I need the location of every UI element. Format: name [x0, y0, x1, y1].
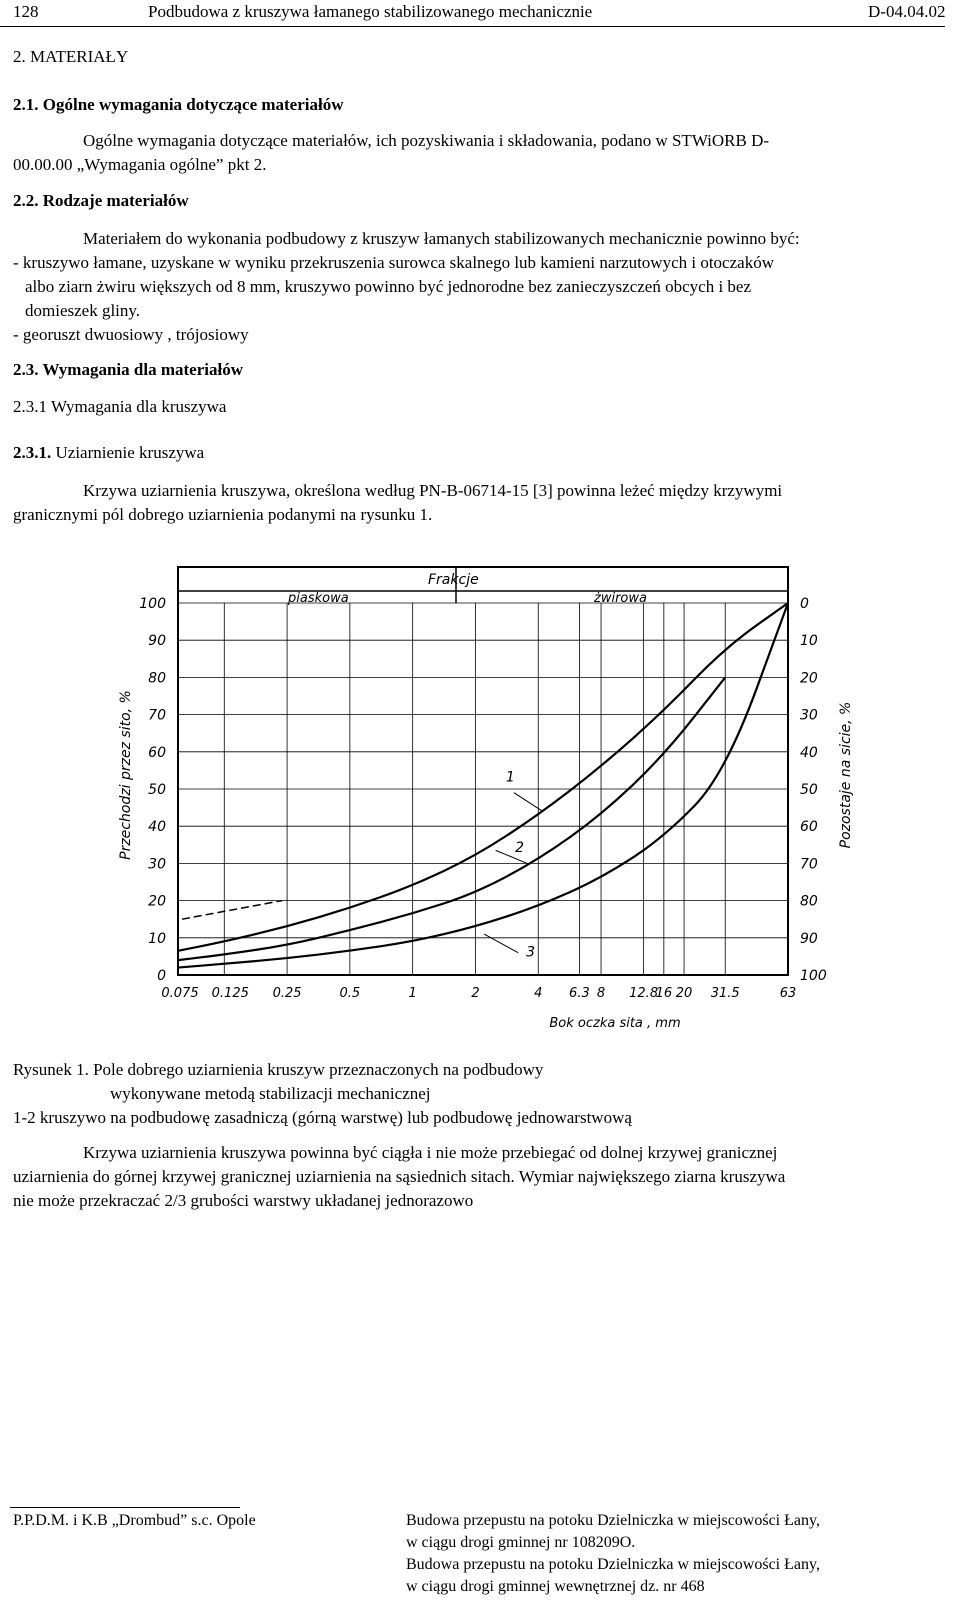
x-tick-label: 1 — [408, 986, 417, 1001]
y-axis-left-title: Przechodzi przez sito, % — [118, 690, 134, 860]
x-tick-label: 0.5 — [339, 986, 361, 1001]
list-item-continuation: domieszek gliny. — [25, 301, 141, 320]
plot-frame — [178, 567, 788, 975]
y-axis-left-labels — [139, 596, 166, 984]
paragraph-line: uziarnienia do górnej krzywej granicznej uziarnienia na sąsiednich sitach. Wymiar największego ziarna kruszywa — [13, 1167, 786, 1186]
y-right-tick-label: 30 — [800, 707, 818, 724]
paragraph-line: nie może przekraczać 2/3 grubości warstwy układanej jednorazowo — [13, 1191, 474, 1210]
footer-project-line: Budowa przepustu na potoku Dzielniczka w miejscowości Łany, — [406, 1556, 820, 1573]
y-right-tick-label: 40 — [800, 744, 818, 761]
y-right-tick-label: 10 — [800, 633, 818, 650]
page-number: 128 — [13, 2, 39, 21]
y-tick-label: 100 — [139, 596, 166, 612]
y-axis-right-labels — [800, 596, 827, 984]
figure-caption-continuation: wykonywane metodą stabilizacji mechanicznej — [110, 1084, 431, 1103]
curve-extension-dashed — [182, 901, 282, 920]
paragraph-line: granicznymi pól dobrego uziarnienia podanymi na rysunku 1. — [13, 505, 433, 524]
footer-project-line: w ciągu drogi gminnej nr 108209O. — [406, 1534, 636, 1551]
curve-label: 1 — [505, 769, 515, 786]
y-tick-label: 20 — [148, 893, 166, 910]
x-tick-label: 31.5 — [710, 986, 740, 1001]
x-tick-label: 0.25 — [272, 986, 302, 1001]
x-tick-label: 12.8 — [629, 986, 659, 1001]
heading-title: Uziarnienie kruszywa — [51, 443, 205, 462]
figure-legend: 1-2 kruszywo na podbudowę zasadniczą (górną warstwę) lub podbudowę jednowarstwową — [13, 1108, 632, 1127]
y-right-tick-label: 50 — [800, 782, 818, 798]
y-tick-label: 70 — [148, 707, 166, 724]
list-item-continuation: albo ziarn żwiru większych od 8 mm, kruszywo powinno być jednorodne bez zanieczyszczeń obcych i bez — [25, 277, 752, 296]
x-tick-label: 16 — [655, 986, 673, 1001]
list-item: - georuszt dwuosiowy , trójosiowy — [13, 325, 249, 344]
y-axis-right-title: Pozostaje na sicie, % — [838, 701, 854, 849]
y-tick-label: 80 — [148, 670, 166, 687]
paragraph-line: Materiałem do wykonania podbudowy z kruszyw łamanych stabilizowanych mechanicznie powinno być: — [83, 229, 800, 248]
y-tick-label: 40 — [148, 819, 166, 836]
y-tick-label: 90 — [148, 633, 166, 650]
x-tick-label: 63 — [779, 986, 797, 1001]
y-right-tick-label: 100 — [800, 968, 827, 984]
fraction-label-gravel: żwirowa — [594, 591, 647, 606]
footer-company: P.P.D.M. i K.B „Drombud” s.c. Opole — [13, 1512, 256, 1529]
curve-label: 3 — [526, 944, 536, 961]
y-tick-label: 10 — [148, 930, 166, 947]
footer-project-line: Budowa przepustu na potoku Dzielniczka w miejscowości Łany, — [406, 1512, 820, 1529]
y-right-tick-label: 60 — [800, 819, 818, 836]
y-tick-label: 30 — [148, 856, 166, 873]
curve-labels — [484, 770, 543, 961]
x-tick-label: 8 — [596, 986, 606, 1001]
x-tick-label: 4 — [534, 986, 543, 1001]
chart-title: Frakcje — [428, 572, 479, 588]
y-right-tick-label: 70 — [800, 856, 818, 873]
header-title: Podbudowa z kruszywa łamanego stabilizowanego mechanicznie — [148, 2, 593, 21]
curve-1 — [178, 603, 788, 951]
y-right-tick-label: 80 — [800, 893, 818, 910]
subsection-heading: 2.2. Rodzaje materiałów — [13, 191, 189, 210]
x-tick-label: 20 — [675, 986, 693, 1001]
x-axis-title: Bok oczka sita , mm — [549, 1016, 681, 1031]
x-tick-label: 2 — [471, 986, 480, 1001]
section-heading: 2. MATERIAŁY — [13, 47, 129, 66]
grain-size-chart — [110, 555, 870, 1045]
figure-caption: Rysunek 1. Pole dobrego uziarnienia kruszyw przeznaczonych na podbudowy — [13, 1060, 544, 1079]
footer-project-line: w ciągu drogi gminnej wewnętrznej dz. nr 468 — [406, 1578, 705, 1595]
y-right-tick-label: 0 — [800, 596, 809, 612]
y-tick-label: 0 — [157, 968, 166, 984]
subsection-heading — [13, 443, 204, 463]
subsection-heading: 2.3.1 Wymagania dla kruszywa — [13, 397, 227, 416]
list-item: - kruszywo łamane, uzyskane w wyniku przekruszenia surowca skalnego lub kamieni narzutowych i otoczaków — [13, 253, 774, 272]
paragraph-line: Krzywa uziarnienia kruszywa, określona według PN-B-06714-15 [3] powinna leżeć między krzywymi — [83, 481, 783, 500]
curve-label: 2 — [515, 840, 525, 857]
chart-grid — [178, 603, 788, 975]
paragraph-line: Krzywa uziarnienia kruszywa powinna być ciągła i nie może przebiegać od dolnej krzywej granicznej — [83, 1143, 778, 1162]
header-code: D-04.04.02 — [868, 2, 946, 21]
heading-number: 2.3.1. — [13, 443, 52, 462]
subsection-heading: 2.3. Wymagania dla materiałów — [13, 360, 243, 379]
fraction-label-sand: piaskowa — [288, 591, 349, 606]
x-tick-label: 0.075 — [161, 986, 199, 1001]
y-tick-label: 50 — [148, 782, 166, 798]
footer-rule — [10, 1507, 240, 1508]
subsection-heading: 2.1. Ogólne wymagania dotyczące materiałów — [13, 95, 344, 114]
curve-2 — [178, 677, 725, 960]
paragraph-line: Ogólne wymagania dotyczące materiałów, ich pozyskiwania i składowania, podano w STWiORB D- — [83, 131, 770, 150]
y-tick-label: 60 — [148, 744, 166, 761]
y-right-tick-label: 90 — [800, 930, 818, 947]
paragraph-line: 00.00.00 „Wymagania ogólne” pkt 2. — [13, 155, 267, 174]
x-tick-label: 6.3 — [569, 986, 590, 1001]
x-tick-label: 0.125 — [211, 986, 249, 1001]
curve-label-leader — [484, 934, 518, 953]
chart-curves — [178, 603, 788, 968]
y-right-tick-label: 20 — [800, 670, 818, 687]
x-axis-labels — [161, 986, 796, 1001]
curve-3 — [178, 603, 788, 968]
